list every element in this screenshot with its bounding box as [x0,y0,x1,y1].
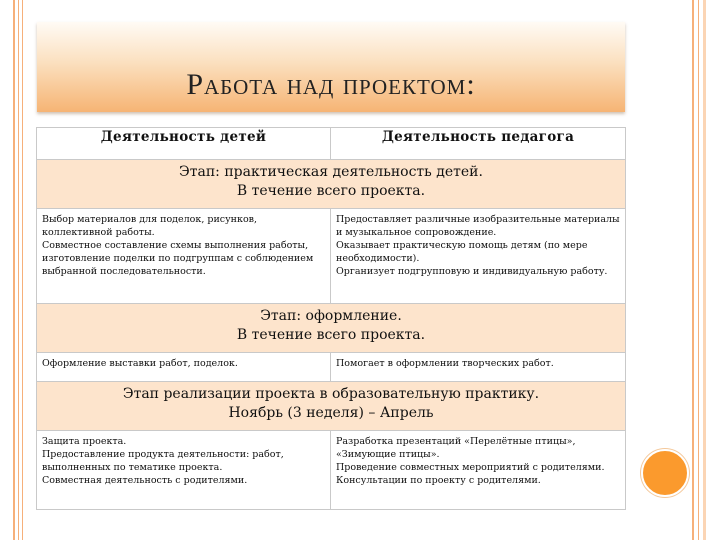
cell-text: Совместное составление схемы выполнения работы, изготовление поделки по подгруппам с соблюдением выбранной последовательности. [42,240,314,277]
cell-text: Предоставляет различные изобразительные материалы и музыкальное сопровождение. [336,214,620,238]
stage-title [37,382,626,431]
left-stripe [18,0,19,540]
decorative-circle [641,449,689,497]
stage-period-line: В течение всего проекта. [236,183,426,199]
cell-text: Проведение совместных мероприятий с родителями. [336,462,605,473]
stage-title-line: Этап реализации проекта в образовательную практику. [122,386,540,402]
cell-text: Разработка презентаций «Перелётные птицы», «Зимующие птицы». [336,436,576,460]
stage-period-line: В течение всего проекта. [236,327,426,343]
cell-text: Выбор материалов для поделок, рисунков, коллективной работы. [42,214,258,238]
project-table [36,127,626,510]
cell-text: Оформление выставки работ, поделок. [42,358,238,369]
table-row [37,209,626,304]
right-stripe [698,0,699,540]
cell-text: Организует подгрупповую и индивидуальную работу. [336,266,608,277]
left-stripe [22,0,23,540]
right-stripe [692,0,694,540]
stage-title [37,160,626,209]
stage-period-line: Ноябрь (3 неделя) – Апрель [228,405,434,421]
column-header-children: Деятельность детей [37,128,331,160]
right-stripe [703,0,706,540]
children-activity-cell [37,431,331,510]
table-row [37,431,626,510]
title-banner [37,22,625,112]
teacher-activity-cell [331,431,626,510]
teacher-activity-cell [331,353,626,382]
children-activity-cell [37,209,331,304]
stage-row [37,304,626,353]
cell-text: Защита проекта. [42,436,127,447]
table-header-row [37,128,626,160]
stage-title [37,304,626,353]
table-row [37,353,626,382]
column-header-teacher: Деятельность педагога [331,128,626,160]
stage-title-line: Этап: оформление. [260,308,402,324]
cell-text: Оказывает практическую помощь детям (по мере необходимости). [336,240,588,264]
cell-text: Совместная деятельность с родителями. [42,475,248,486]
stage-row [37,382,626,431]
stage-title-line: Этап: практическая деятельность детей. [179,164,483,180]
cell-text: Предоставление продукта деятельности: работ, выполненных по тематике проекта. [42,449,284,473]
left-stripe [13,0,15,540]
cell-text: Помогает в оформлении творческих работ. [336,358,554,369]
page-title: Работа над проектом: [186,68,476,101]
cell-text: Консультации по проекту с родителями. [336,475,541,486]
children-activity-cell [37,353,331,382]
stage-row [37,160,626,209]
teacher-activity-cell [331,209,626,304]
